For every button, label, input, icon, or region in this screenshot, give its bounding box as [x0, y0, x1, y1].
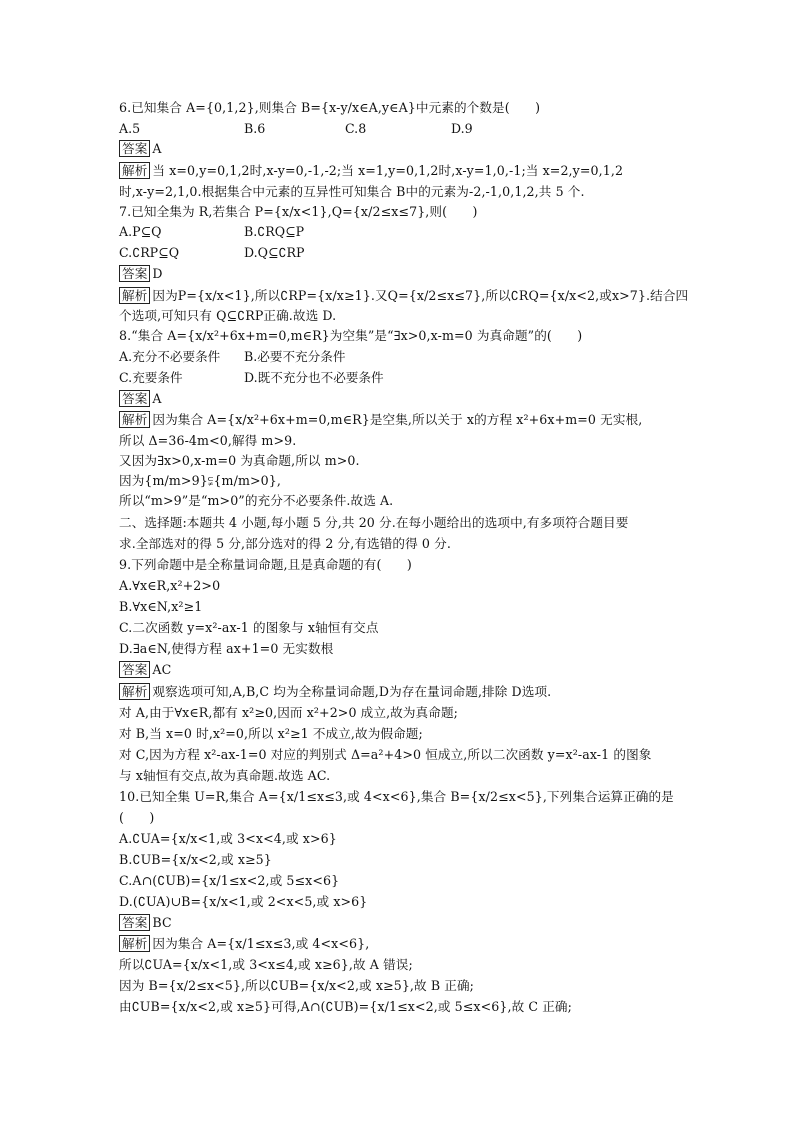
q10-stem-line-2: ( )	[119, 810, 155, 825]
q8-analysis-line-2: 所以 Δ=36-4m<0,解得 m>9.	[119, 433, 297, 448]
q7-analysis-line-2: 个选项,可知只有 Q⊆∁RP正确.故选 D.	[119, 308, 337, 323]
q8-analysis-line-4: 因为{m/m>9}⫋{m/m>0},	[119, 473, 281, 488]
q7-stem: 7.已知全集为 R,若集合 P={x/x<1},Q={x/2≤x≤7},则( )	[119, 204, 478, 219]
q9-analysis-line-2: 对 A,由于∀x∈R,都有 x²≥0,因而 x²+2>0 成立,故为真命题;	[119, 705, 458, 720]
analysis-label: 解析	[119, 935, 150, 952]
q8-answer-line	[119, 389, 162, 408]
section-2-instructions-line-1: 二、选择题:本题共 4 小题,每小题 5 分,共 20 分.在每小题给出的选项中,有多项符合题目要	[119, 515, 629, 530]
section-2-instructions-line-2: 求.全部选对的得 5 分,部分选对的得 2 分,有选错的得 0 分.	[119, 536, 451, 551]
analysis-label: 解析	[119, 287, 150, 304]
analysis-label: 解析	[119, 162, 150, 179]
q8-option-c: C.充要条件	[119, 370, 183, 385]
answer-label: 答案	[119, 265, 150, 282]
q6-stem: 6.已知集合 A={0,1,2},则集合 B={x-y/x∈A,y∈A}中元素的个数是( )	[119, 100, 541, 115]
q10-answer: BC	[152, 915, 172, 930]
q8-option-d: D.既不充分也不必要条件	[244, 370, 384, 385]
q10-option-b: B.∁UB={x/x<2,或 x≥5}	[119, 852, 272, 867]
q9-stem: 9.下列命题中是全称量词命题,且是真命题的有( )	[119, 557, 412, 572]
q7-analysis-line-1: 解析 因为P={x/x<1},所以∁RP={x/x≥1}.又Q={x/2≤x≤7},所以∁RQ={x/x<2,或x>7}.结合四	[119, 286, 688, 305]
q9-analysis-line-1: 解析 观察选项可知,A,B,C 均为全称量词命题,D为存在量词命题,排除 D选项.	[119, 682, 551, 701]
answer-label: 答案	[119, 390, 150, 407]
q8-stem: 8.“集合 A={x/x²+6x+m=0,m∈R}为空集”是“∃x>0,x-m=0 为真命题”的( )	[119, 328, 583, 343]
q10-answer-line	[119, 913, 172, 932]
q9-answer-line	[119, 660, 171, 679]
answer-label: 答案	[119, 914, 150, 931]
q7-answer-line	[119, 264, 163, 283]
q6-option-b: B.6	[244, 121, 266, 136]
q9-analysis-line-4: 对 C,因为方程 x²-ax-1=0 对应的判别式 Δ=a²+4>0 恒成立,所以二次函数 y=x²-ax-1 的图象	[119, 747, 652, 762]
q6-analysis-line-2: 时,x-y=2,1,0.根据集合中元素的互异性可知集合 B中的元素为-2,-1,0,1,2,共 5 个.	[119, 184, 585, 199]
q10-analysis-line-4: 由∁UB={x/x<2,或 x≥5}可得,A∩(∁UB)={x/1≤x<2,或 5≤x<6},故 C 正确;	[119, 999, 572, 1014]
q10-analysis-line-3: 因为 B={x/2≤x<5},所以∁UB={x/x<2,或 x≥5},故 B 正确;	[119, 978, 475, 993]
analysis-label: 解析	[119, 411, 150, 428]
q8-answer: A	[152, 391, 162, 406]
analysis-label: 解析	[119, 683, 150, 700]
answer-label: 答案	[119, 661, 150, 678]
q10-option-c: C.A∩(∁UB)={x/1≤x<2,或 5≤x<6}	[119, 873, 340, 888]
q9-option-a: A.∀x∈R,x²+2>0	[119, 578, 221, 593]
q6-analysis-line-1: 解析 当 x=0,y=0,1,2时,x-y=0,-1,-2;当 x=1,y=0,1,2时,x-y=1,0,-1;当 x=2,y=0,1,2	[119, 161, 623, 180]
q7-option-d: D.Q⊆∁RP	[244, 245, 305, 260]
q9-analysis-line-5: 与 x轴恒有交点,故为真命题.故选 AC.	[119, 768, 331, 783]
q6-option-a: A.5	[119, 121, 141, 136]
q9-analysis-line-3: 对 B,当 x=0 时,x²=0,所以 x²≥1 不成立,故为假命题;	[119, 726, 423, 741]
q6-answer-line	[119, 139, 162, 158]
q7-option-a: A.P⊆Q	[119, 224, 162, 239]
q8-analysis-line-3: 又因为∃x>0,x-m=0 为真命题,所以 m>0.	[119, 453, 360, 468]
q9-answer: AC	[152, 662, 172, 677]
q10-analysis-line-2: 所以∁UA={x/x<1,或 3<x≤4,或 x≥6},故 A 错误;	[119, 957, 413, 972]
q7-answer: D	[152, 266, 163, 281]
q9-option-c: C.二次函数 y=x²-ax-1 的图象与 x轴恒有交点	[119, 620, 379, 635]
q6-option-d: D.9	[451, 121, 473, 136]
answer-label: 答案	[119, 140, 150, 157]
q8-option-a: A.充分不必要条件	[119, 349, 221, 364]
q6-answer: A	[152, 141, 162, 156]
q7-option-c: C.∁RP⊆Q	[119, 245, 180, 260]
q6-option-c: C.8	[345, 121, 367, 136]
q8-option-b: B.必要不充分条件	[244, 349, 346, 364]
q10-analysis-line-1: 解析 因为集合 A={x/1≤x≤3,或 4<x<6},	[119, 934, 369, 953]
q10-stem-line-1: 10.已知全集 U=R,集合 A={x/1≤x≤3,或 4<x<6},集合 B={x/2≤x<5},下列集合运算正确的是	[119, 789, 674, 804]
q8-analysis-line-1: 解析 因为集合 A={x/x²+6x+m=0,m∈R}是空集,所以关于 x的方程 x²+6x+m=0 无实根,	[119, 410, 642, 429]
q7-option-b: B.∁RQ⊆P	[244, 224, 305, 239]
q8-analysis-line-5: 所以“m>9”是“m>0”的充分不必要条件.故选 A.	[119, 493, 394, 508]
q9-option-b: B.∀x∈N,x²≥1	[119, 599, 203, 614]
q10-option-a: A.∁UA={x/x<1,或 3<x<4,或 x>6}	[119, 831, 337, 846]
q10-option-d: D.(∁UA)∪B={x/x<1,或 2<x<5,或 x>6}	[119, 894, 368, 909]
q9-option-d: D.∃a∈N,使得方程 ax+1=0 无实数根	[119, 641, 334, 656]
